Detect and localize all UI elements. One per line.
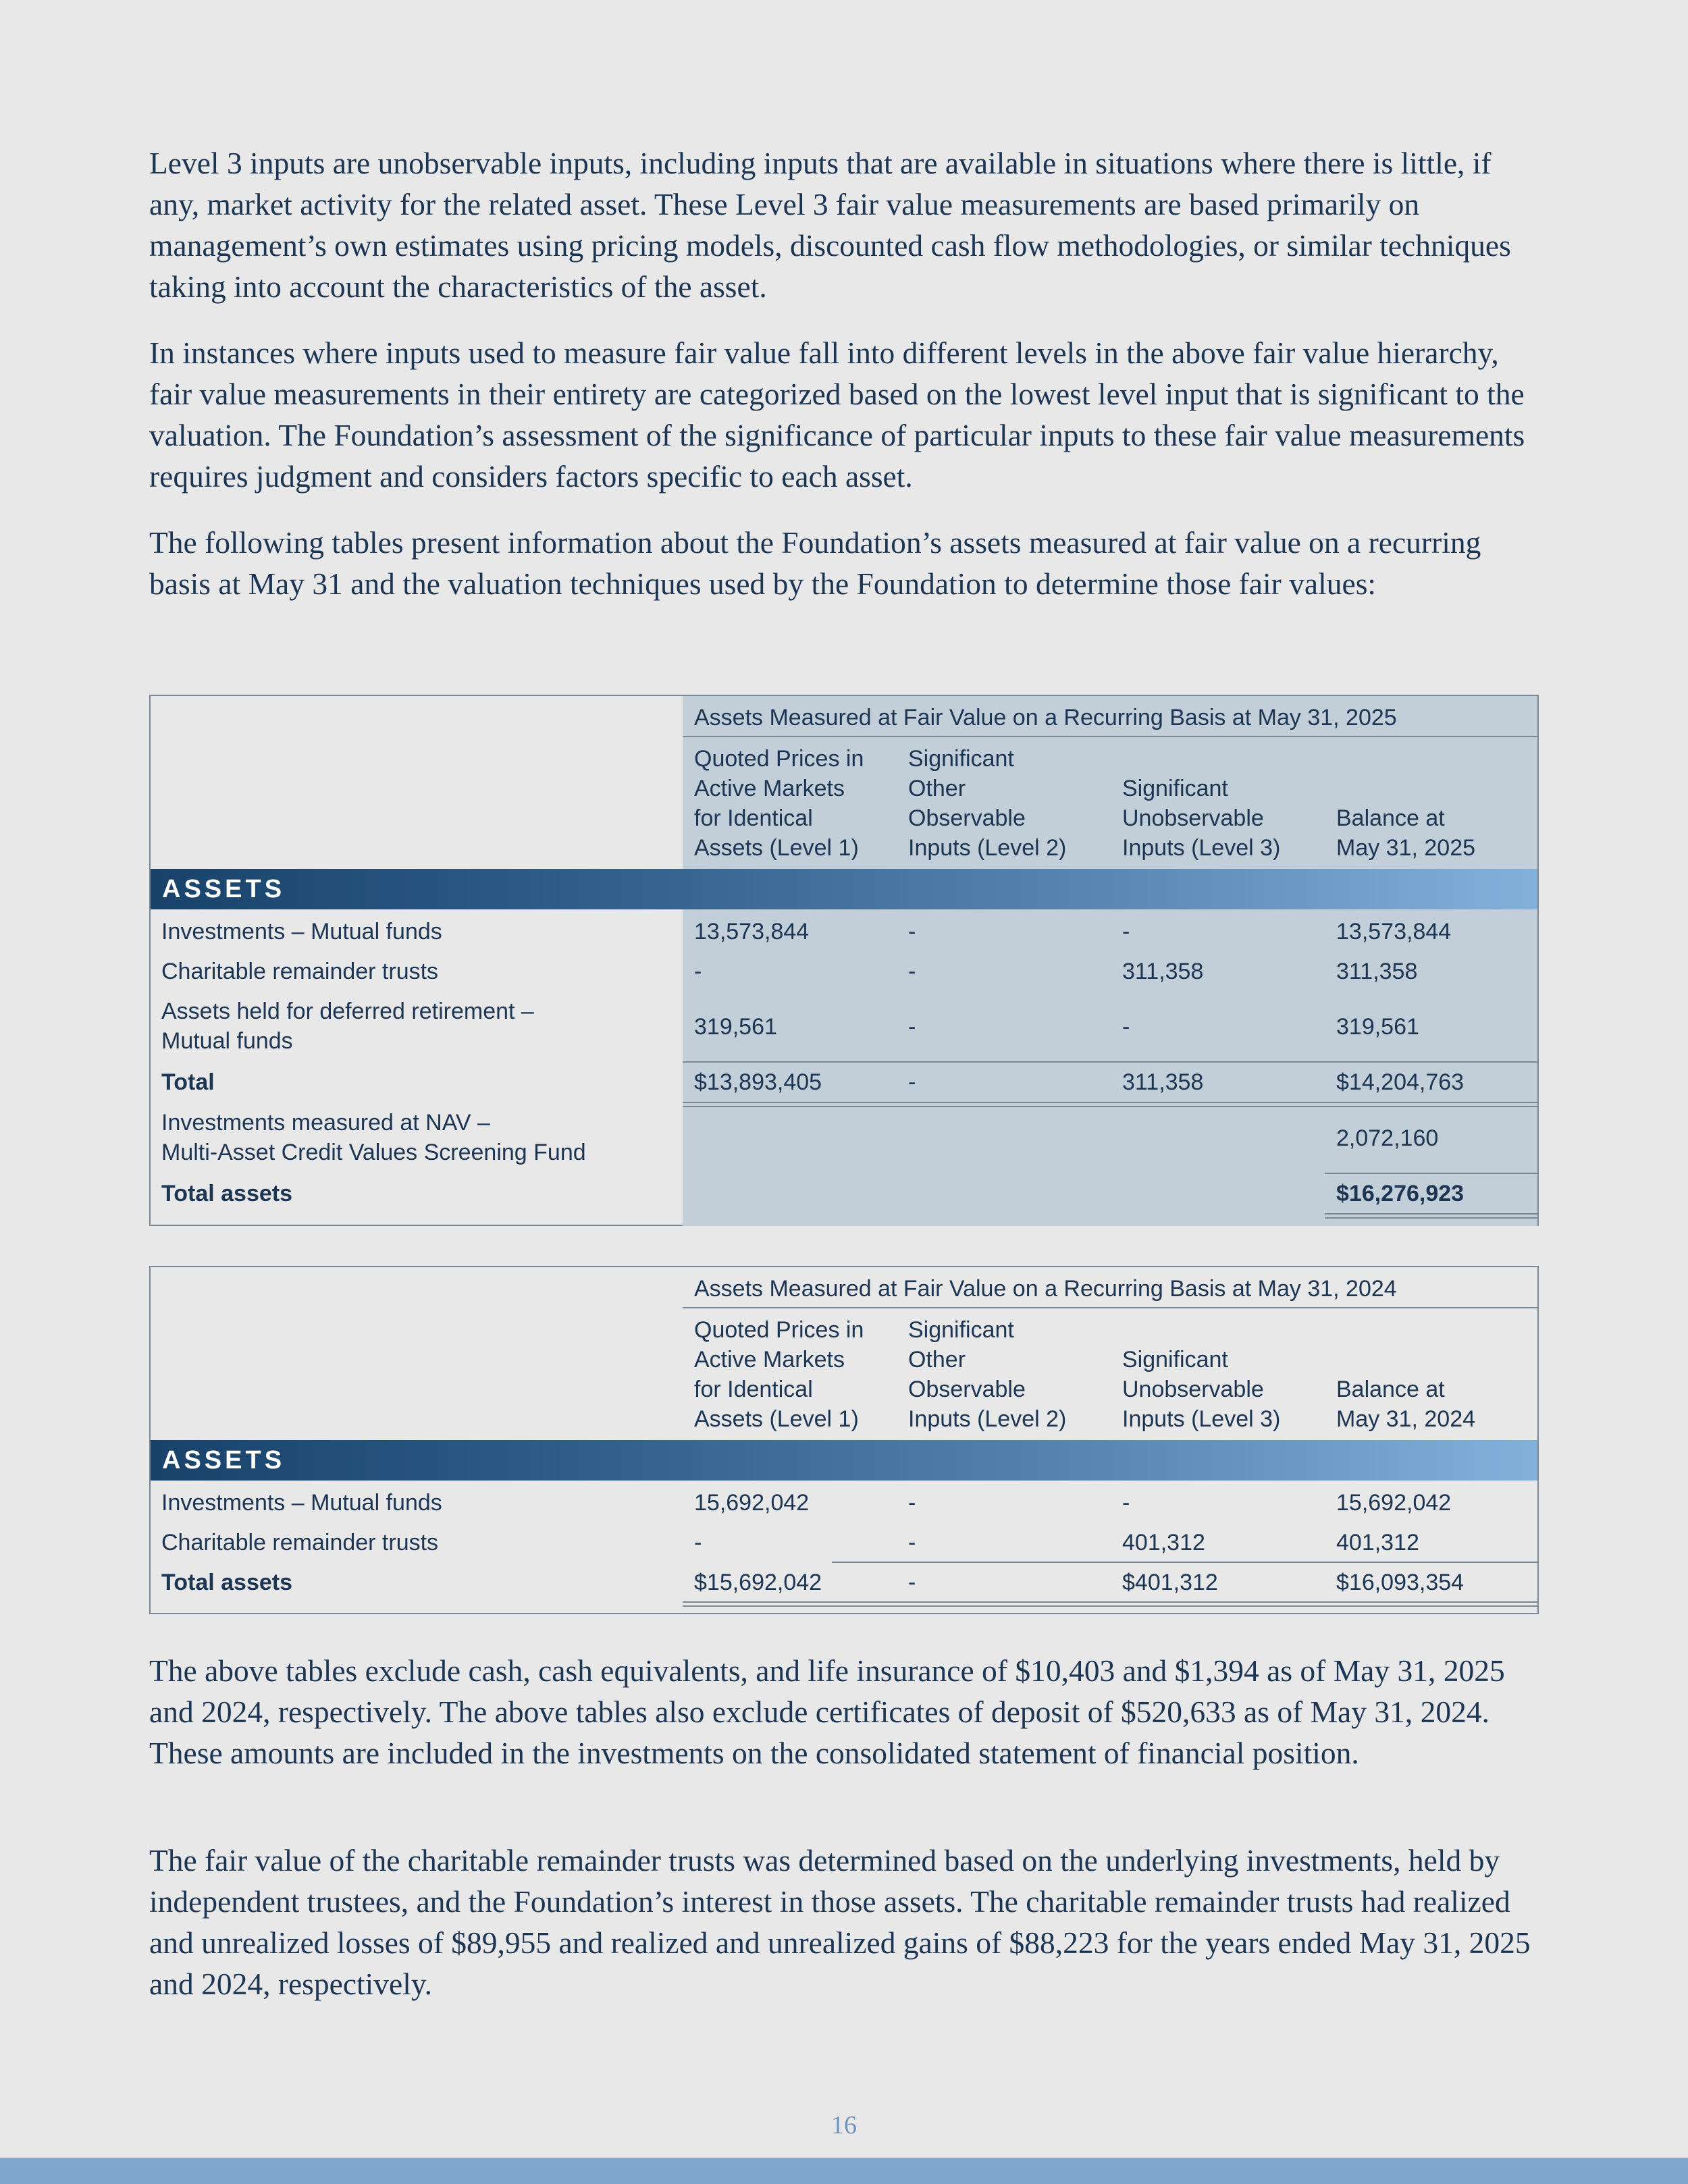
col-header-level1: Quoted Prices in Active Markets for Identical Assets (Level 1) (694, 1317, 864, 1432)
cell-level1: 13,573,844 (694, 919, 810, 944)
col-header-balance: Balance at May 31, 2025 (1336, 805, 1476, 861)
cell-balance-total: $16,276,923 (1336, 1181, 1465, 1206)
paragraph-fair-value-hierarchy: In instances where inputs used to measure fair value fall into different levels in the above fair value hierarchy, fair value measurements in their entirety are categorized based on the lowest level input that is significant to the valuation. The Foundation’s assessment of the significance of particular inputs to these fair value measurements requires judgment and considers factors specific to each asset. (149, 336, 1525, 494)
table-2025-title: Assets Measured at Fair Value on a Recurring Basis at May 31, 2025 (694, 705, 1397, 730)
cell-level2: - (908, 959, 916, 984)
cell-level2: - (908, 1490, 916, 1516)
cell-level3: $401,312 (1122, 1570, 1218, 1595)
cell-balance: 2,072,160 (1336, 1125, 1439, 1151)
cell-level1: - (694, 1530, 702, 1555)
fair-value-table-2024 (149, 1266, 1539, 1614)
cell-balance: 319,561 (1336, 1014, 1419, 1040)
row-label-line2: Multi-Asset Credit Values Screening Fund (161, 1140, 586, 1165)
row-label-total-assets: Total assets (161, 1181, 293, 1206)
row-label: Charitable remainder trusts (161, 1530, 439, 1555)
section-bar-assets: ASSETS (151, 1440, 1537, 1481)
cell-level1: - (694, 959, 702, 984)
paragraph-tables-intro: The following tables present information about the Foundation’s assets measured at fair value on a recurring basis at May 31 and the valuation techniques used by the Foundation to determine those fair values: (149, 525, 1481, 601)
cell-level3: - (1122, 1490, 1130, 1516)
section-bar-assets: ASSETS (151, 869, 1537, 909)
col-header-level3: Significant Unobservable Inputs (Level 3) (1122, 776, 1281, 861)
cell-level1: 319,561 (694, 1014, 777, 1040)
cell-level2: - (908, 919, 916, 944)
col-header-balance: Balance at May 31, 2024 (1336, 1377, 1476, 1432)
cell-level1: 15,692,042 (694, 1490, 810, 1516)
row-label-line1: Assets held for deferred retirement – (161, 998, 534, 1024)
row-label: Charitable remainder trusts (161, 959, 439, 984)
cell-balance: $16,093,354 (1336, 1570, 1465, 1595)
fair-value-table-2025 (149, 695, 1539, 1226)
cell-balance: 15,692,042 (1336, 1490, 1452, 1516)
cell-level2: - (908, 1069, 916, 1095)
cell-level1: $15,692,042 (694, 1570, 822, 1595)
cell-level2: - (908, 1014, 916, 1040)
page-number: 16 (831, 2111, 857, 2139)
cell-level1: $13,893,405 (694, 1069, 822, 1095)
footer-bar (0, 2158, 1688, 2184)
paragraph-charitable-trusts: The fair value of the charitable remainder trusts was determined based on the underlying investments, held by independent trustees, and the Foundation’s interest in those assets. The charitable remainder trusts had realized and unrealized losses of $89,955 and realized and unrealized gains of $88,223 for the years ended May 31, 2025 and 2024, respectively. (149, 1843, 1531, 2001)
cell-balance: 401,312 (1336, 1530, 1419, 1555)
row-label-line1: Investments measured at NAV – (161, 1110, 490, 1136)
col-header-level2: Significant Other Observable Inputs (Level 2) (908, 1317, 1067, 1432)
paragraph-level3-inputs: Level 3 inputs are unobservable inputs, including inputs that are available in situations where there is little, if any, market activity for the related asset. These Level 3 fair value measurements are based primarily on management’s own estimates using pricing models, discounted cash flow methodologies, or similar techniques taking into account the characteristics of the asset. (149, 146, 1511, 304)
cell-level3: 311,358 (1122, 959, 1204, 984)
cell-level2: - (908, 1570, 916, 1595)
table-2024-title: Assets Measured at Fair Value on a Recurring Basis at May 31, 2024 (694, 1276, 1397, 1302)
row-label: Investments – Mutual funds (161, 919, 442, 944)
cell-balance: $14,204,763 (1336, 1069, 1465, 1095)
cell-level3: 311,358 (1122, 1069, 1204, 1095)
cell-level3: - (1122, 1014, 1130, 1040)
col-header-level2: Significant Other Observable Inputs (Level 2) (908, 746, 1067, 861)
cell-level2: - (908, 1530, 916, 1555)
cell-balance: 13,573,844 (1336, 919, 1452, 944)
cell-balance: 311,358 (1336, 959, 1418, 984)
cell-level3: 401,312 (1122, 1530, 1205, 1555)
row-label-total-assets: Total assets (161, 1570, 293, 1595)
cell-level3: - (1122, 919, 1130, 944)
row-label: Investments – Mutual funds (161, 1490, 442, 1516)
row-label-line2: Mutual funds (161, 1028, 293, 1054)
col-header-level1: Quoted Prices in Active Markets for Identical Assets (Level 1) (694, 746, 864, 861)
row-label-total: Total (161, 1069, 215, 1095)
col-header-level3: Significant Unobservable Inputs (Level 3) (1122, 1347, 1281, 1432)
paragraph-exclusions: The above tables exclude cash, cash equivalents, and life insurance of $10,403 and $1,394 as of May 31, 2025 and 2024, respectively. The above tables also exclude certificates of deposit of $520,633 as of May 31, 2024. These amounts are included in the investments on the consolidated statement of financial position. (149, 1653, 1505, 1770)
